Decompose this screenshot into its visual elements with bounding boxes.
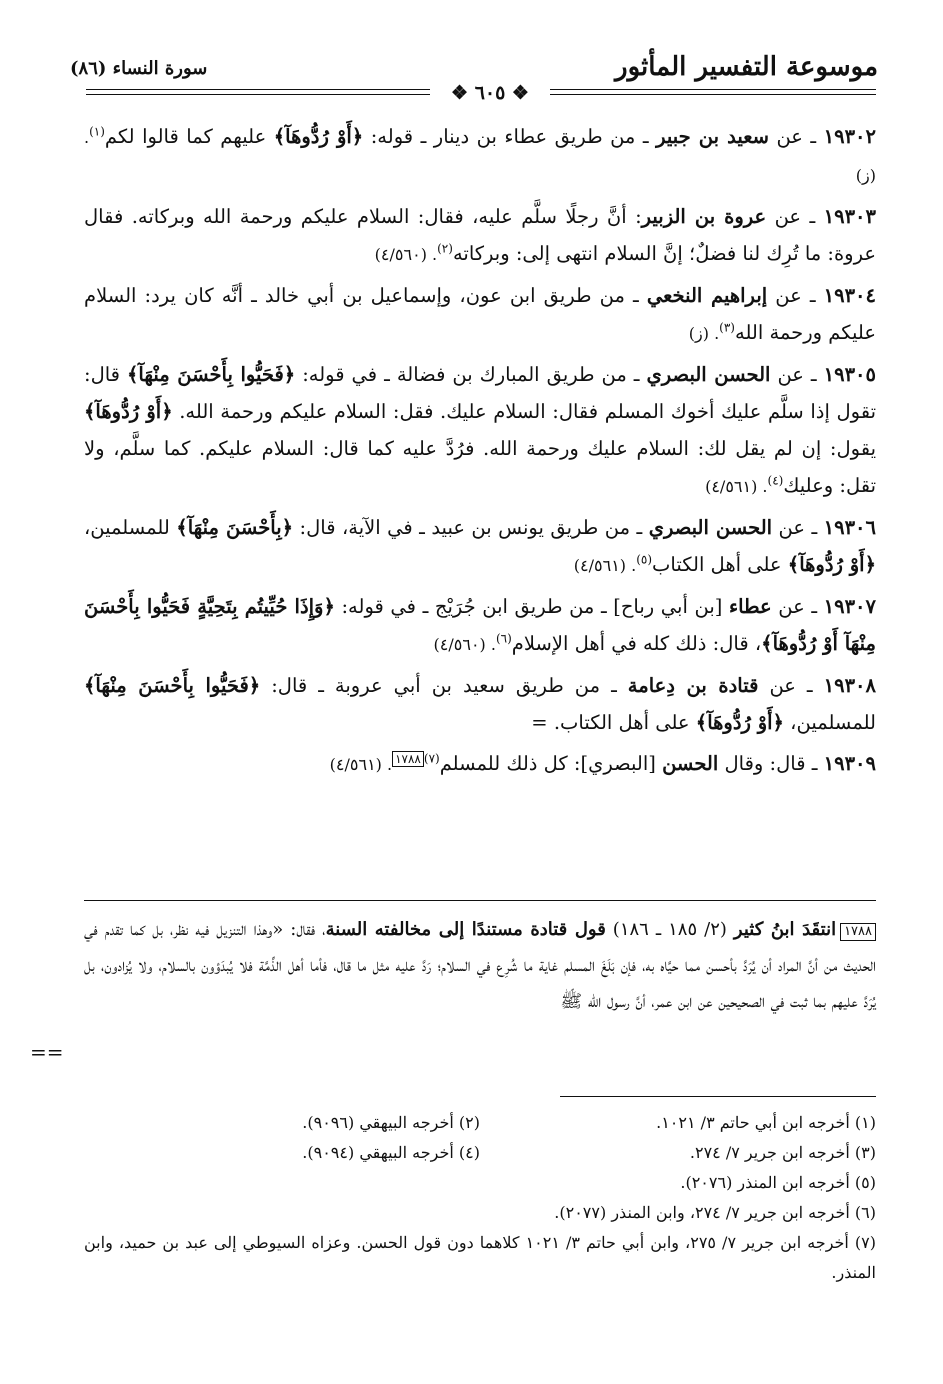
footnotes — [84, 1108, 876, 1288]
footnote-marker: (٦) — [495, 631, 512, 646]
commentary-bold: قول قتادة مستندًا إلى مخالفته السنة — [325, 919, 606, 940]
entry-text: قال: تقول إذا سلَّم عليك أخوك المسلم فقال: السلام عليك. فقل: السلام عليكم ورحمة الله. — [84, 363, 877, 423]
narration-entry — [84, 118, 876, 198]
footnote-marker: (٤) — [767, 473, 784, 488]
entry-text: ، قال: ذلك كله في أهل الإسلام — [511, 632, 762, 655]
entry-text: : أنَّ رجلًا سلَّم عليه، فقال: السلام عليكم ورحمة الله وبركاته. فقال عروة: ما تُرِك لنا فضلٌ؛ إنَّ السلام انتهى إلى: وبركاته — [84, 205, 876, 265]
entry-text: ـ عن — [758, 674, 824, 697]
quran-quote: ﴿وَإِذَا حُيِّيتُم بِتَحِيَّةٍ فَحَيُّوا بِأَحْسَنَ مِنْهَآ أَوْ رُدُّوهَآ﴾ — [84, 595, 876, 655]
entry-text: ـ عن — [766, 205, 824, 228]
narrator-name: قتادة بن دِعامة — [627, 674, 759, 697]
page-number: ❖ ٦٠٥ ❖ — [430, 79, 550, 107]
quran-quote: ﴿فَحَيُّوا بِأَحْسَنَ مِنْهَآ﴾ — [84, 674, 261, 697]
entry-text: ـ من طريق ابن عون، وإسماعيل بن أبي خالد ـ أنَّه كان يرد: السلام عليكم ورحمة الله — [84, 284, 876, 344]
entry-text: ـ قال: وقال — [718, 752, 824, 775]
entry-text: ـ عن — [772, 516, 824, 539]
footnote-separator — [560, 1096, 876, 1097]
footnote-item: (٣) أخرجه ابن جرير ٧/ ٢٧٤. — [689, 1143, 876, 1162]
quran-quote: ﴿فَحَيُّوا بِأَحْسَنَ مِنْهَآ﴾ — [127, 363, 296, 386]
entry-text: يقول: إن لم يقل لك: السلام عليك ورحمة الله. فرُدَّ عليه كما قال: السلام عليكم. كما سلَّم، ولا تقل: وعليك — [84, 437, 876, 497]
book-title: موسوعة التفسير المأثور — [615, 52, 878, 82]
narrator-name: الحسن البصري — [648, 516, 773, 539]
footnote-item: (٤) أخرجه البيهقي (٩٠٩٤). — [302, 1143, 480, 1162]
source-reference: . (٤/٥٦١) — [573, 556, 637, 575]
surah-label: سورة النساء (٨٦) — [70, 58, 208, 79]
source-reference: . (٤/٥٦٠) — [374, 245, 438, 264]
entry-text: للمسلمين، — [84, 516, 177, 539]
footnote-marker: (١) — [89, 124, 105, 139]
entry-number: ١٩٣٠٥ — [823, 363, 876, 386]
source-reference: . (٤/٥٦١) — [329, 755, 393, 774]
quran-quote: ﴿أَوْ رُدُّوهَآ﴾ — [787, 553, 876, 576]
narrator-name: الحسن البصري — [646, 363, 771, 386]
narrator-name: الحسن — [662, 752, 719, 775]
entry-text: ـ من طريق يونس بن عبيد ـ في الآية، قال: — [293, 516, 649, 539]
continuation-mark: == — [30, 1040, 64, 1064]
entry-text: [البصري]: كل ذلك للمسلم — [439, 752, 663, 775]
source-reference: . (ز) — [84, 128, 876, 185]
source-reference: . (٤/٥٦١) — [705, 477, 768, 496]
narration-entry — [84, 509, 876, 588]
entry-number: ١٩٣٠٧ — [823, 595, 876, 618]
entry-text: ـ عن — [768, 125, 824, 148]
narration-entry — [84, 588, 876, 667]
narration-entry — [84, 745, 876, 787]
entry-text: ـ من طريق عطاء بن دينار ـ قوله: — [363, 125, 657, 148]
commentary-text: ، فقال: «وهذا التنزيل فيه نظر، بل كما تقدم في الحديث من أنَّ المراد أن يُرَدَّ بأحسن مما حيَّاه به، فإن بَلَغَ المسلم غاية ما شُرِع في السلام؛ رَدَّ عليه مثل ما قال، فأما أهل الذِّمَّة فلا يُبدَؤون بالسلام، ولا يُزادون، بل يُرَدَّ عليهم بما ثبت في الصحيحين عن ابن عمر، أنَّ رسول الله ﷺ — [84, 919, 876, 1012]
narration-entry — [84, 198, 876, 277]
narrator-name: عطاء — [728, 595, 772, 618]
entry-text: ـ عن — [771, 595, 824, 618]
commentary-ref-box: ١٧٨٨ — [392, 751, 424, 767]
quran-quote: ﴿أَوْ رُدُّوهَآ﴾ — [84, 400, 173, 423]
commentary-lead: انتقَدَ ابنُ كثير — [733, 919, 837, 940]
footnote-item: (٧) أخرجه ابن جرير ٧/ ٢٧٥، وابن أبي حاتم ٣/ ١٠٢١ كلاهما دون قول الحسن. وعزاه السيوطي إلى عبد بن حميد، وابن المنذر. — [84, 1233, 876, 1282]
entry-number: ١٩٣٠٦ — [823, 516, 877, 539]
source-reference: . (ز) — [688, 324, 720, 343]
entry-text: عليهم كما قالوا لكم — [104, 125, 274, 148]
entry-text: ـ عن — [770, 363, 824, 386]
entry-text: للمسلمين، — [783, 711, 876, 734]
narration-entry — [84, 277, 876, 356]
narrator-name: إبراهيم النخعي — [646, 284, 768, 307]
entry-number: ١٩٣٠٩ — [823, 752, 876, 775]
source-reference: . (٤/٥٦٠) — [433, 635, 496, 654]
quran-quote: ﴿أَوْ رُدُّوهَآ﴾ — [273, 125, 364, 148]
narration-list — [84, 118, 876, 787]
footnote-marker: (٥) — [636, 552, 653, 567]
quran-quote: ﴿بِأَحْسَنَ مِنْهَآ﴾ — [176, 516, 294, 539]
footnote-item: (١) أخرجه ابن أبي حاتم ٣/ ١٠٢١. — [656, 1113, 876, 1132]
entry-text: على أهل الكتاب — [652, 553, 788, 576]
footnote-marker: (٣) — [719, 320, 735, 335]
entry-number: ١٩٣٠٣ — [823, 205, 876, 228]
entry-number: ١٩٣٠٨ — [823, 674, 877, 697]
narration-entry — [84, 667, 876, 745]
entry-number: ١٩٣٠٢ — [823, 125, 877, 148]
entry-text: ـ عن — [767, 284, 824, 307]
commentary-block — [84, 912, 876, 1020]
footnote-item: (٦) أخرجه ابن جرير ٧/ ٢٧٤، وابن المنذر (٢٠٧٧). — [554, 1203, 876, 1222]
commentary-separator — [84, 900, 876, 901]
entry-text: [بن أبي رباح] ـ من طريق ابن جُرَيْج ـ في قوله: — [334, 595, 729, 618]
footnote-marker: (٢) — [437, 241, 453, 256]
footnote-item: (٢) أخرجه البيهقي (٩٠٩٦). — [302, 1113, 480, 1132]
quran-quote: ﴿أَوْ رُدُّوهَآ﴾ — [695, 711, 784, 734]
entry-text: على أهل الكتاب. = — [531, 711, 696, 734]
footnote-item: (٥) أخرجه ابن المنذر (٢٠٧٦). — [680, 1173, 876, 1192]
commentary-number-box: ١٧٨٨ — [840, 923, 876, 941]
narrator-name: عروة بن الزبير — [641, 205, 767, 228]
entry-text: ـ من طريق المبارك بن فضالة ـ في قوله: — [295, 363, 647, 386]
narration-entry — [84, 356, 876, 509]
entry-number: ١٩٣٠٤ — [823, 284, 876, 307]
narrator-name: سعيد بن جبير — [656, 125, 769, 148]
commentary-ref: (٢/ ١٨٥ ـ ١٨٦) — [605, 919, 734, 940]
entry-text: ـ من طريق سعيد بن أبي عروبة ـ قال: — [260, 674, 628, 697]
footnote-marker: (٧) — [423, 751, 440, 766]
